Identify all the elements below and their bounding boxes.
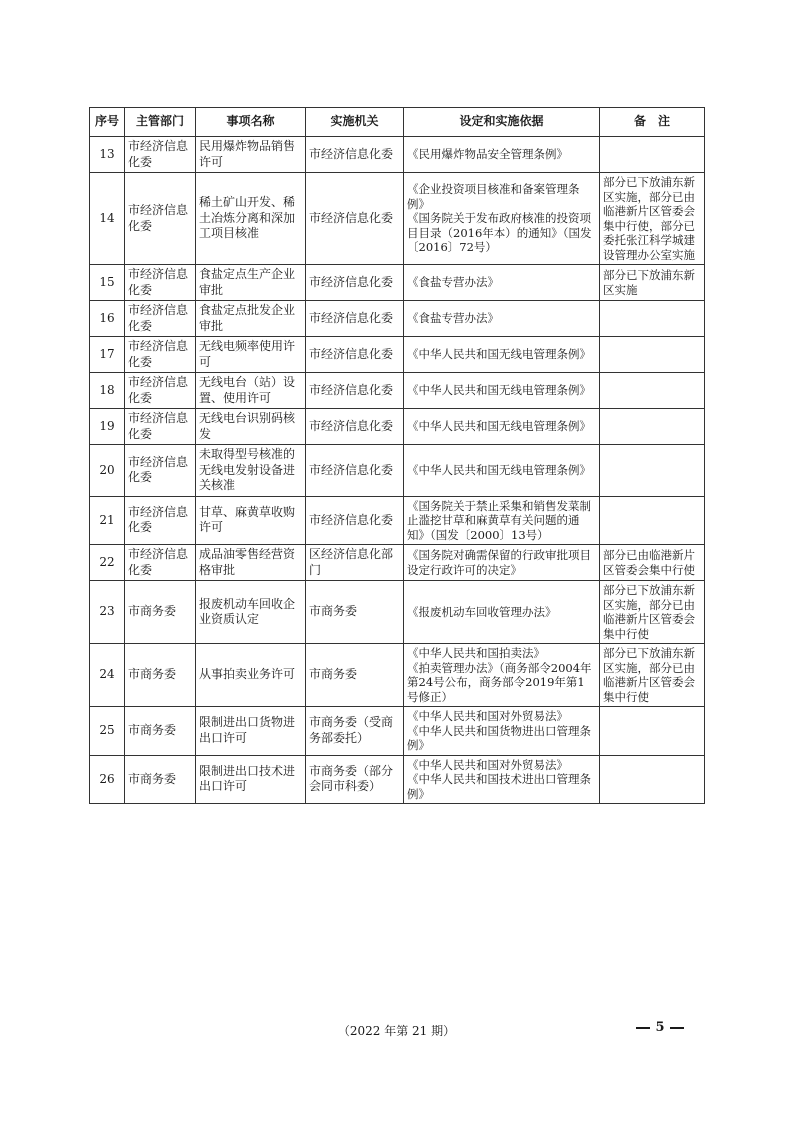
dept-cell: 市商务委 xyxy=(125,581,196,644)
dept-cell: 市商务委 xyxy=(125,644,196,707)
item-cell: 食盐定点生产企业审批 xyxy=(196,265,306,301)
seq-cell: 18 xyxy=(90,373,125,409)
table-row xyxy=(90,644,705,707)
approval-items-table xyxy=(89,107,705,804)
agency-cell: 市经济信息化委 xyxy=(306,301,404,337)
basis-line: 《国务院对确需保留的行政审批项目设定行政许可的决定》 xyxy=(407,548,591,577)
table-row xyxy=(90,409,705,445)
dept-cell: 市经济信息化委 xyxy=(125,173,196,265)
dept-cell: 市经济信息化委 xyxy=(125,445,196,497)
issue-label: （2022 年第 21 期） xyxy=(337,1024,456,1038)
table-row xyxy=(90,301,705,337)
item-cell: 甘草、麻黄草收购许可 xyxy=(196,496,306,545)
basis-line: 《食盐专营办法》 xyxy=(407,275,499,290)
note-cell: 部分已下放浦东新区实施，部分已由临港新片区管委会集中行使 xyxy=(600,644,705,707)
dept-cell: 市经济信息化委 xyxy=(125,265,196,301)
seq-cell: 19 xyxy=(90,409,125,445)
basis-cell xyxy=(404,707,600,756)
seq-cell: 15 xyxy=(90,265,125,301)
agency-cell: 市经济信息化委 xyxy=(306,137,404,173)
dept-cell: 市经济信息化委 xyxy=(125,496,196,545)
table-row xyxy=(90,173,705,265)
seq-cell: 26 xyxy=(90,755,125,804)
note-cell xyxy=(600,409,705,445)
item-cell: 民用爆炸物品销售许可 xyxy=(196,137,306,173)
basis-cell xyxy=(404,755,600,804)
note-cell xyxy=(600,445,705,497)
dept-cell: 市经济信息化委 xyxy=(125,373,196,409)
table-row xyxy=(90,137,705,173)
seq-cell: 23 xyxy=(90,581,125,644)
agency-cell: 市商务委（部分会同市科委） xyxy=(306,755,404,804)
agency-cell: 市经济信息化委 xyxy=(306,445,404,497)
item-cell: 无线电台（站）设置、使用许可 xyxy=(196,373,306,409)
table-row xyxy=(90,581,705,644)
seq-cell: 21 xyxy=(90,496,125,545)
agency-cell: 市经济信息化委 xyxy=(306,409,404,445)
seq-header: 序号 xyxy=(90,108,125,137)
basis-line: 《中华人民共和国货物进出口管理条例》 xyxy=(407,723,591,752)
dept-cell: 市商务委 xyxy=(125,707,196,756)
basis-line: 《拍卖管理办法》（商务部令2004年第24号公布，商务部令2019年第1号修正） xyxy=(407,660,592,704)
seq-cell: 22 xyxy=(90,545,125,581)
dept-cell: 市经济信息化委 xyxy=(125,137,196,173)
basis-line: 《国务院关于发布政府核准的投资项目目录（2016年本）的通知》（国发〔2016〕72号） xyxy=(407,211,592,255)
basis-cell xyxy=(404,337,600,373)
item-cell: 限制进出口货物进出口许可 xyxy=(196,707,306,756)
header-row xyxy=(90,108,705,137)
dash-left xyxy=(636,1027,650,1029)
dept-cell: 市经济信息化委 xyxy=(125,545,196,581)
note-cell xyxy=(600,301,705,337)
note-cell xyxy=(600,755,705,804)
seq-cell: 16 xyxy=(90,301,125,337)
basis-line: 《中华人民共和国对外贸易法》 xyxy=(407,757,568,772)
basis-line: 《中华人民共和国对外贸易法》 xyxy=(407,709,568,723)
basis-line: 《食盐专营办法》 xyxy=(407,311,499,326)
agency-cell: 市商务委 xyxy=(306,644,404,707)
dash-right xyxy=(670,1027,684,1029)
basis-cell xyxy=(404,496,600,545)
basis-line: 《中华人民共和国技术进出口管理条例》 xyxy=(407,772,591,801)
seq-cell: 14 xyxy=(90,173,125,265)
page-number: 5 xyxy=(655,1020,665,1035)
note-cell: 部分已下放浦东新区实施，部分已由临港新片区管委会集中行使 xyxy=(600,581,705,644)
note-cell xyxy=(600,707,705,756)
basis-line: 《报废机动车回收管理办法》 xyxy=(407,604,557,619)
basis-line: 《中华人民共和国无线电管理条例》 xyxy=(407,419,591,434)
item-cell: 限制进出口技术进出口许可 xyxy=(196,755,306,804)
note-cell xyxy=(600,496,705,545)
seq-cell: 17 xyxy=(90,337,125,373)
agency-cell: 市经济信息化委 xyxy=(306,373,404,409)
table-row xyxy=(90,755,705,804)
table-row xyxy=(90,373,705,409)
table-row xyxy=(90,265,705,301)
item-header: 事项名称 xyxy=(196,108,306,137)
basis-line: 《国务院关于禁止采集和销售发菜制止滥挖甘草和麻黄草有关问题的通知》（国发〔2000〕13号） xyxy=(407,498,591,542)
note-cell xyxy=(600,137,705,173)
item-cell: 无线电台识别码核发 xyxy=(196,409,306,445)
basis-cell xyxy=(404,373,600,409)
note-cell: 部分已下放浦东新区实施，部分已由临港新片区管委会集中行使，部分已委托张江科学城建设管理办公室实施 xyxy=(600,173,705,265)
basis-line: 《民用爆炸物品安全管理条例》 xyxy=(407,147,568,162)
table-row xyxy=(90,337,705,373)
agency-cell: 市经济信息化委 xyxy=(306,173,404,265)
seq-cell: 25 xyxy=(90,707,125,756)
basis-line: 《中华人民共和国无线电管理条例》 xyxy=(407,383,591,398)
dept-cell: 市经济信息化委 xyxy=(125,301,196,337)
dept-cell: 市经济信息化委 xyxy=(125,409,196,445)
table-row xyxy=(90,445,705,497)
note-cell: 部分已由临港新片区管委会集中行使 xyxy=(600,545,705,581)
note-cell xyxy=(600,337,705,373)
agency-cell: 市经济信息化委 xyxy=(306,265,404,301)
basis-cell xyxy=(404,644,600,707)
agency-cell: 区经济信息化部门 xyxy=(306,545,404,581)
table-header xyxy=(90,108,705,137)
basis-line: 《中华人民共和国无线电管理条例》 xyxy=(407,347,591,362)
seq-cell: 20 xyxy=(90,445,125,497)
item-cell: 无线电频率使用许可 xyxy=(196,337,306,373)
note-header: 备 注 xyxy=(600,108,705,137)
note-cell: 部分已下放浦东新区实施 xyxy=(600,265,705,301)
dept-cell: 市经济信息化委 xyxy=(125,337,196,373)
page-number-block xyxy=(620,1020,700,1035)
basis-cell xyxy=(404,137,600,173)
agency-cell: 市经济信息化委 xyxy=(306,337,404,373)
table-row xyxy=(90,707,705,756)
dept-header: 主管部门 xyxy=(125,108,196,137)
table-body xyxy=(90,137,705,804)
dept-cell: 市商务委 xyxy=(125,755,196,804)
agency-header: 实施机关 xyxy=(306,108,404,137)
basis-header: 设定和实施依据 xyxy=(404,108,600,137)
basis-cell xyxy=(404,581,600,644)
basis-line: 《中华人民共和国拍卖法》 xyxy=(407,646,545,660)
basis-cell xyxy=(404,301,600,337)
basis-cell xyxy=(404,445,600,497)
agency-cell: 市经济信息化委 xyxy=(306,496,404,545)
seq-cell: 24 xyxy=(90,644,125,707)
basis-cell xyxy=(404,545,600,581)
table-row xyxy=(90,545,705,581)
note-cell xyxy=(600,373,705,409)
basis-line: 《中华人民共和国无线电管理条例》 xyxy=(407,463,591,477)
item-cell: 报废机动车回收企业资质认定 xyxy=(196,581,306,644)
agency-cell: 市商务委（受商务部委托） xyxy=(306,707,404,756)
item-cell: 食盐定点批发企业审批 xyxy=(196,301,306,337)
basis-cell xyxy=(404,173,600,265)
agency-cell: 市商务委 xyxy=(306,581,404,644)
basis-line: 《企业投资项目核准和备案管理条例》 xyxy=(407,182,580,211)
item-cell: 成品油零售经营资格审批 xyxy=(196,545,306,581)
basis-cell xyxy=(404,409,600,445)
item-cell: 未取得型号核准的无线电发射设备进关核准 xyxy=(196,445,306,497)
table-row xyxy=(90,496,705,545)
seq-cell: 13 xyxy=(90,137,125,173)
basis-cell xyxy=(404,265,600,301)
item-cell: 稀土矿山开发、稀土冶炼分离和深加工项目核准 xyxy=(196,173,306,265)
item-cell: 从事拍卖业务许可 xyxy=(196,644,306,707)
